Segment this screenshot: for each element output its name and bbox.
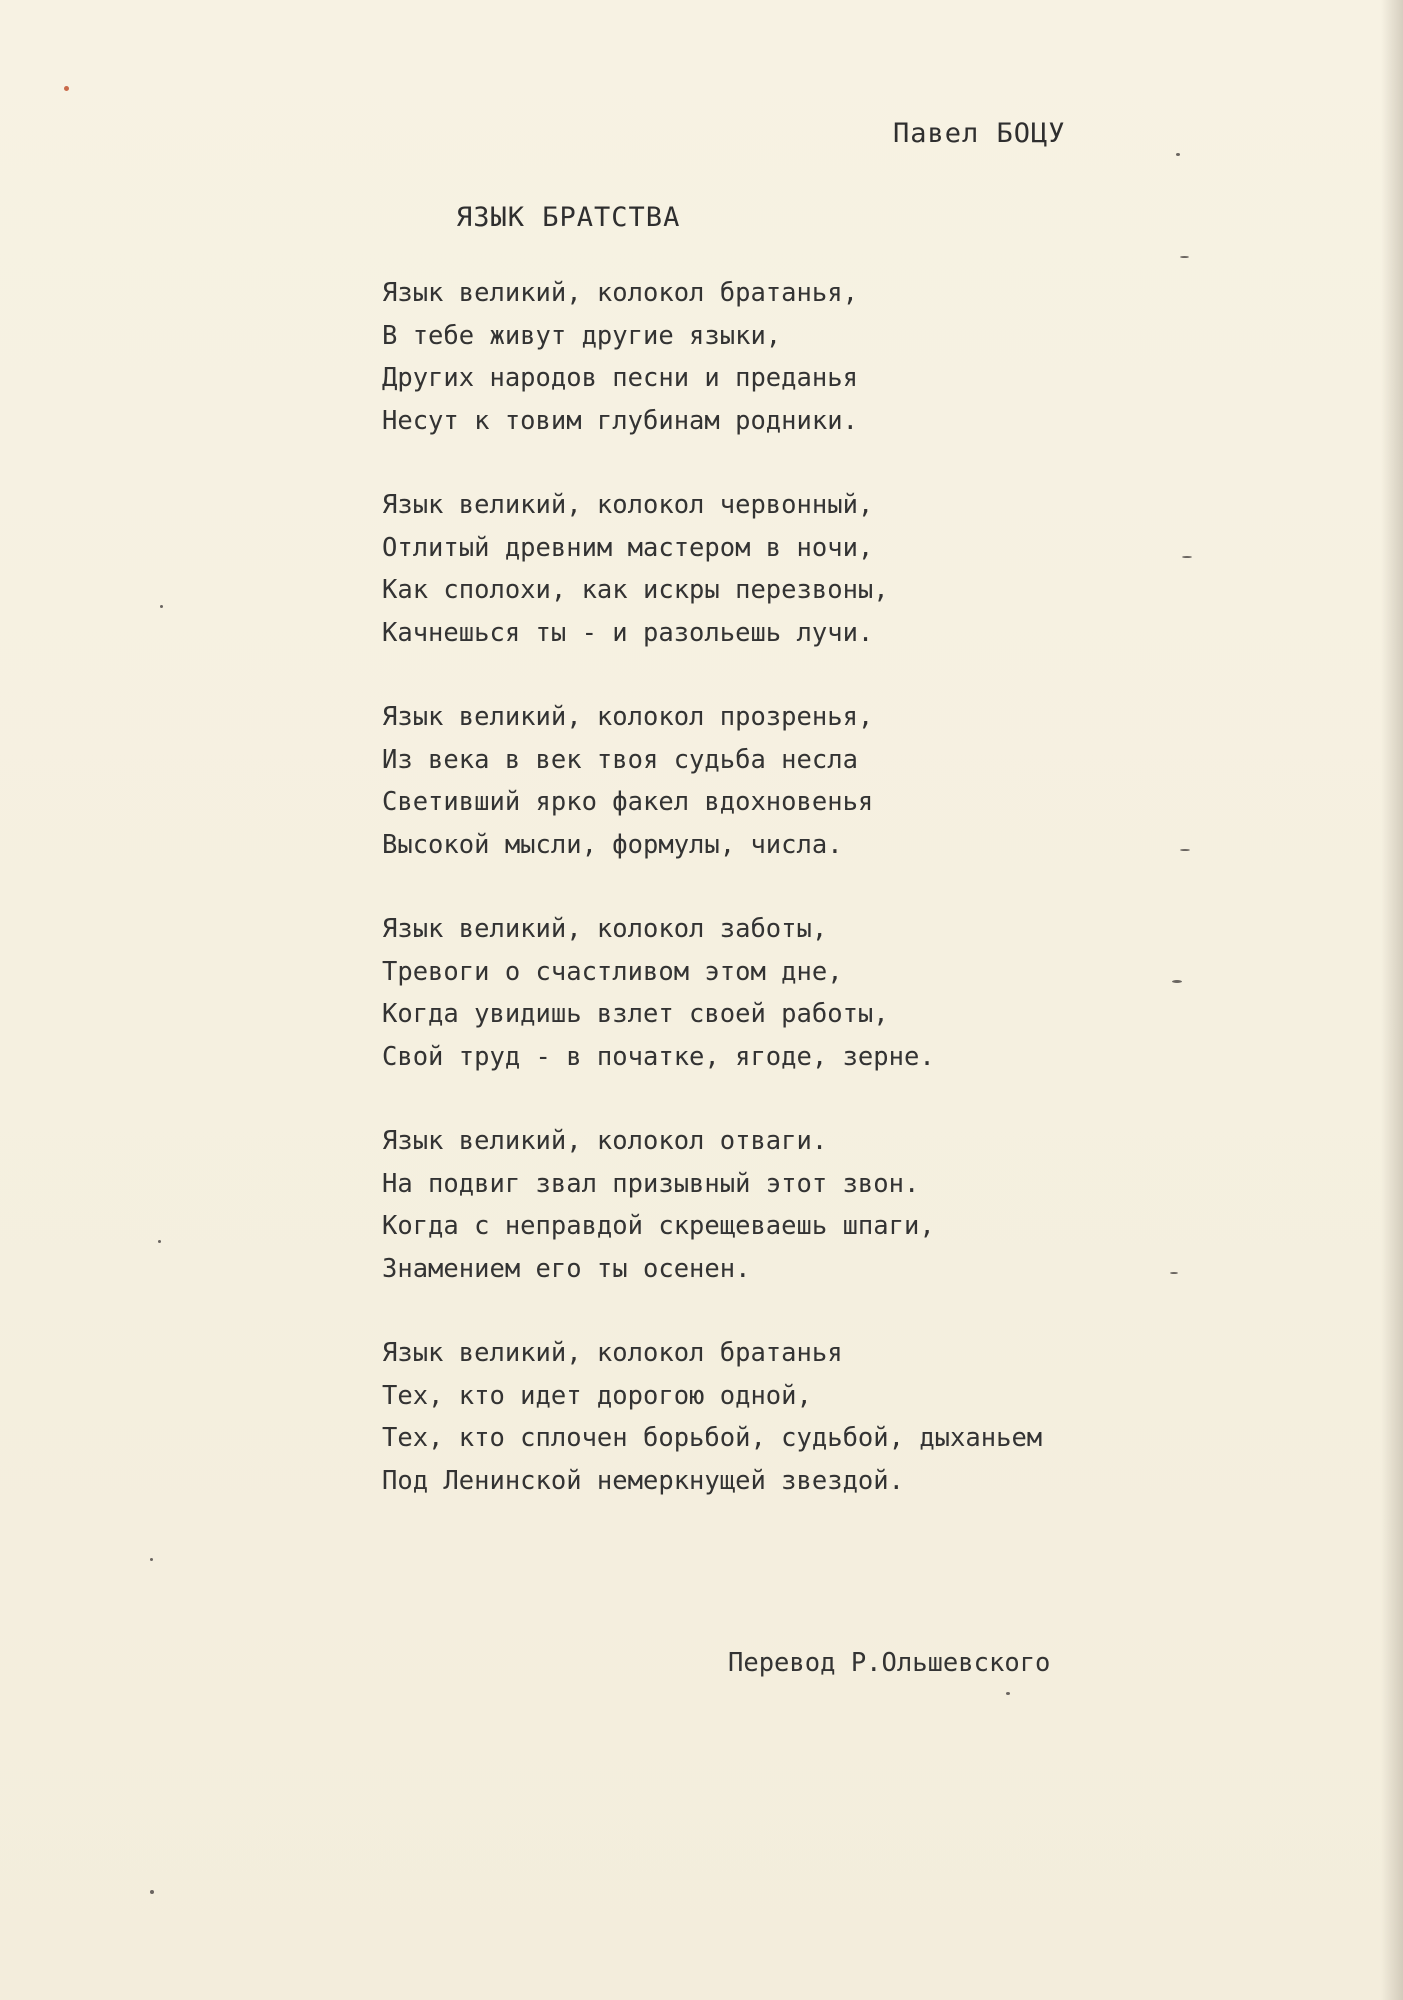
paper-speck	[160, 605, 163, 608]
poem-line: Язык великий, колокол прозренья,	[382, 702, 874, 732]
stanza-2	[382, 484, 1382, 654]
poem-line: Тех, кто идет дорогою одной,	[382, 1380, 812, 1411]
paper-speck	[1180, 256, 1189, 258]
author-name: Павел БОЦУ	[893, 118, 1066, 149]
paper-speck	[1172, 980, 1182, 983]
poem-line: Язык великий, колокол отваги.	[382, 1126, 828, 1156]
page-edge-shadow	[1381, 0, 1403, 2000]
poem-line: Отлитый древним мастером в ночи,	[382, 532, 874, 563]
poem-line: В тебе живут другие языки,	[382, 320, 782, 351]
paper-speck	[1006, 1692, 1010, 1695]
translator-credit: Перевод Р.Ольшевского	[728, 1648, 1051, 1678]
paper-speck	[1176, 153, 1180, 156]
poem-line: Язык великий, колокол заботы,	[382, 914, 828, 944]
paper-speck	[150, 1558, 153, 1561]
poem-line: Светивший ярко факел вдохновенья	[382, 787, 874, 817]
poem-title: ЯЗЫК БРАТСТВА	[456, 202, 681, 233]
poem-line: Как сполохи, как искры перезвоны,	[382, 575, 889, 605]
paper-speck	[1180, 849, 1190, 851]
poem-line: Других народов песни и преданья	[382, 363, 858, 393]
paper-speck	[64, 86, 69, 91]
poem-line: Язык великий, колокол братанья	[382, 1338, 843, 1368]
poem-line: Знамением его ты осенен.	[382, 1253, 751, 1284]
stanza-5	[382, 1120, 1382, 1290]
paper-speck	[1170, 1272, 1178, 1274]
stanza-1	[382, 272, 1382, 442]
poem-line: Когда с неправдой скрещеваешь шпаги,	[382, 1211, 935, 1241]
stanza-3	[382, 696, 1382, 866]
poem-line: На подвиг звал призывный этот звон.	[382, 1168, 920, 1199]
poem-line: Из века в век твоя судьба несла	[382, 744, 858, 775]
poem-line: Когда увидишь взлет своей работы,	[382, 999, 889, 1029]
paper-speck	[158, 1240, 161, 1243]
poem-line: Высокой мысли, формулы, числа.	[382, 829, 843, 860]
poem-line: Язык великий, колокол червонный,	[382, 490, 874, 520]
stanza-4	[382, 908, 1382, 1078]
poem-line: Тех, кто сплочен борьбой, судьбой, дыханьем	[382, 1423, 1043, 1453]
poem-line: Под Ленинской немеркнущей звездой.	[382, 1465, 904, 1496]
stanza-6	[382, 1332, 1382, 1502]
poem-line: Язык великий, колокол братанья,	[382, 278, 858, 308]
poem-line: Тревоги о счастливом этом дне,	[382, 956, 843, 987]
poem-line: Несут к товим глубинам родники.	[382, 405, 858, 436]
poem-line: Свой труд - в початке, ягоде, зерне.	[382, 1041, 935, 1072]
poem-body	[382, 272, 1382, 1544]
paper-speck	[1182, 556, 1192, 558]
poem-line: Качнешься ты - и разольешь лучи.	[382, 617, 874, 648]
paper-speck	[150, 1890, 154, 1894]
